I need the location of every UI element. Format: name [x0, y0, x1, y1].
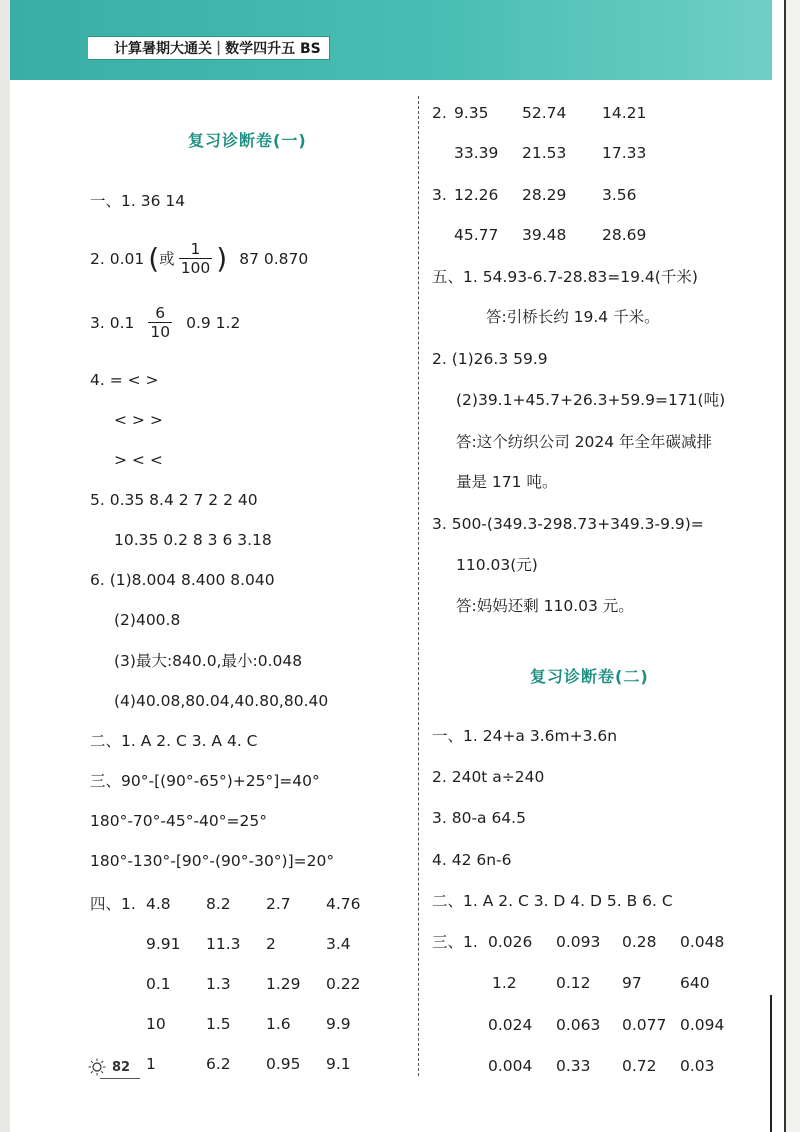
grid-cell: 11.3 [206, 935, 241, 953]
answer-1-2-suffix: 87 0.870 [239, 249, 309, 268]
answer-5-2-reply-line-2: 量是 171 吨。 [456, 473, 558, 491]
fraction-1-100 [179, 240, 213, 277]
answer-1-6-part-3: (3)最大:840.0,最小:0.048 [114, 652, 303, 670]
answer-5-3-line-1: 3. 500-(349.3-298.73+349.3-9.9)= [432, 515, 704, 533]
grid-cell: 17.33 [602, 144, 647, 162]
fraction-6-10 [148, 304, 172, 341]
answer-1-3-prefix: 3. 0.1 [90, 313, 135, 332]
grid-cell: 0.094 [680, 1016, 725, 1034]
grid-cell: 39.48 [522, 226, 567, 244]
section-title-review-1: 复习诊断卷(一) [188, 131, 307, 150]
answer-b-2: 二、1. A 2. C 3. D 4. D 5. B 6. C [432, 892, 673, 910]
fraction-numerator: 6 [155, 304, 166, 322]
grid-cell: 1.5 [206, 1015, 231, 1033]
answer-5-2-part-1: 2. (1)26.3 59.9 [432, 350, 548, 368]
grid-cell: 21.53 [522, 144, 567, 162]
answer-1-3-suffix: 0.9 1.2 [186, 313, 241, 332]
grid-cell: 2 [266, 935, 276, 953]
grid-cell: 10 [146, 1015, 166, 1033]
grid-cell: 0.28 [622, 933, 657, 951]
grid-cell: 33.39 [454, 144, 499, 162]
grid-cell: 52.74 [522, 104, 567, 122]
grid-cell: 3.4 [326, 935, 351, 953]
answer-1-4-row-2: < > > [114, 411, 163, 429]
grid-cell: 0.004 [488, 1057, 533, 1075]
fraction-denominator: 100 [180, 259, 211, 277]
answer-1-4-row-3: > < < [114, 451, 163, 469]
page-number: 82 [112, 1060, 131, 1075]
grid-cell: 0.1 [146, 975, 171, 993]
grid-cell: 1.2 [492, 974, 517, 992]
answer-b-1-2: 2. 240t a÷240 [432, 768, 545, 786]
page-right-edge [784, 0, 800, 1132]
answer-1-3 [90, 304, 240, 341]
answer-2: 二、1. A 2. C 3. A 4. C [90, 732, 258, 750]
grid-cell: 6.2 [206, 1055, 231, 1073]
answer-1-2-prefix: 2. 0.01 [90, 249, 145, 268]
grid-cell: 9.9 [326, 1015, 351, 1033]
answer-5-1-reply: 答:引桥长约 19.4 千米。 [486, 308, 660, 326]
answer-4-1-label: 四、1. [90, 895, 136, 913]
sun-icon [88, 1058, 106, 1076]
grid-cell: 640 [680, 974, 710, 992]
grid-cell: 0.048 [680, 933, 725, 951]
answer-3-line-2: 180°-70°-45°-40°=25° [90, 812, 267, 830]
header-separator: | [216, 40, 222, 56]
answer-1-1: 一、1. 36 14 [90, 192, 186, 210]
grid-cell: 3.56 [602, 186, 637, 204]
answer-b-1-4: 4. 42 6n-6 [432, 851, 512, 869]
grid-cell: 12.26 [454, 186, 499, 204]
fraction-denominator: 10 [150, 323, 171, 341]
answer-1-4-row-1: 4. = < > [90, 371, 159, 389]
grid-cell: 0.22 [326, 975, 361, 993]
grid-cell: 1.6 [266, 1015, 291, 1033]
answer-1-5-row-2: 10.35 0.2 8 3 6 3.18 [114, 531, 272, 549]
answer-b-1-3: 3. 80-a 64.5 [432, 809, 526, 827]
header-title-sub: 数学四升五 BS [225, 41, 321, 57]
grid-cell: 0.03 [680, 1057, 715, 1075]
page-left-edge [0, 0, 10, 1132]
grid-cell: 97 [622, 974, 642, 992]
header-title [88, 36, 330, 60]
grid-cell: 14.21 [602, 104, 647, 122]
close-paren: ) [216, 241, 228, 275]
grid-cell: 0.026 [488, 933, 533, 951]
answer-3-line-3: 180°-130°-[90°-(90°-30°)]=20° [90, 852, 335, 870]
grid-cell: 28.29 [522, 186, 567, 204]
answer-1-2 [90, 240, 308, 277]
grid-cell: 45.77 [454, 226, 499, 244]
answer-5-2-part-2: (2)39.1+45.7+26.3+59.9=171(吨) [456, 391, 726, 409]
grid-cell: 28.69 [602, 226, 647, 244]
grid-cell: 0.72 [622, 1057, 657, 1075]
answer-5-1: 五、1. 54.93-6.7-28.83=19.4(千米) [432, 268, 698, 286]
answer-1-6-part-2: (2)400.8 [114, 611, 181, 629]
answer-1-6-part-4: (4)40.08,80.04,40.80,80.40 [114, 692, 329, 710]
answer-5-2-reply-line-1: 答:这个纺织公司 2024 年全年碳减排 [456, 433, 713, 451]
grid-cell: 8.2 [206, 895, 231, 913]
binding-line [770, 995, 772, 1132]
grid-cell: 0.33 [556, 1057, 591, 1075]
grid-cell: 2.7 [266, 895, 291, 913]
grid-cell: 4.8 [146, 895, 171, 913]
grid-cell: 1.3 [206, 975, 231, 993]
answer-1-6-part-1: 6. (1)8.004 8.400 8.040 [90, 571, 275, 589]
grid-cell: 1 [146, 1055, 156, 1073]
section-title-review-2: 复习诊断卷(二) [530, 667, 649, 686]
grid-cell: 1.29 [266, 975, 301, 993]
answer-4-3-label: 3. [432, 186, 447, 204]
grid-cell: 9.91 [146, 935, 181, 953]
answer-5-3-reply: 答:妈妈还剩 110.03 元。 [456, 597, 634, 615]
grid-cell: 0.063 [556, 1016, 601, 1034]
grid-cell: 9.35 [454, 104, 489, 122]
open-paren: ( [148, 241, 160, 275]
grid-cell: 9.1 [326, 1055, 351, 1073]
grid-cell: 0.12 [556, 974, 591, 992]
footer-underline [100, 1078, 140, 1079]
grid-cell: 0.95 [266, 1055, 301, 1073]
header-title-main: 计算暑期大通关 [114, 41, 212, 57]
grid-cell: 4.76 [326, 895, 361, 913]
grid-cell: 0.024 [488, 1016, 533, 1034]
answer-5-3-line-2: 110.03(元) [456, 556, 538, 574]
answer-4-2-label: 2. [432, 104, 447, 122]
answer-1-2-or: 或 [159, 249, 175, 268]
grid-cell: 0.093 [556, 933, 601, 951]
answer-1-5-row-1: 5. 0.35 8.4 2 7 2 2 40 [90, 491, 258, 509]
answer-3-line-1: 三、90°-[(90°-65°)+25°]=40° [90, 772, 320, 790]
answer-b-1-1: 一、1. 24+a 3.6m+3.6n [432, 727, 618, 745]
fraction-numerator: 1 [190, 240, 201, 258]
column-divider [418, 96, 419, 1076]
answer-b-3-1-label: 三、1. [432, 933, 478, 951]
grid-cell: 0.077 [622, 1016, 667, 1034]
